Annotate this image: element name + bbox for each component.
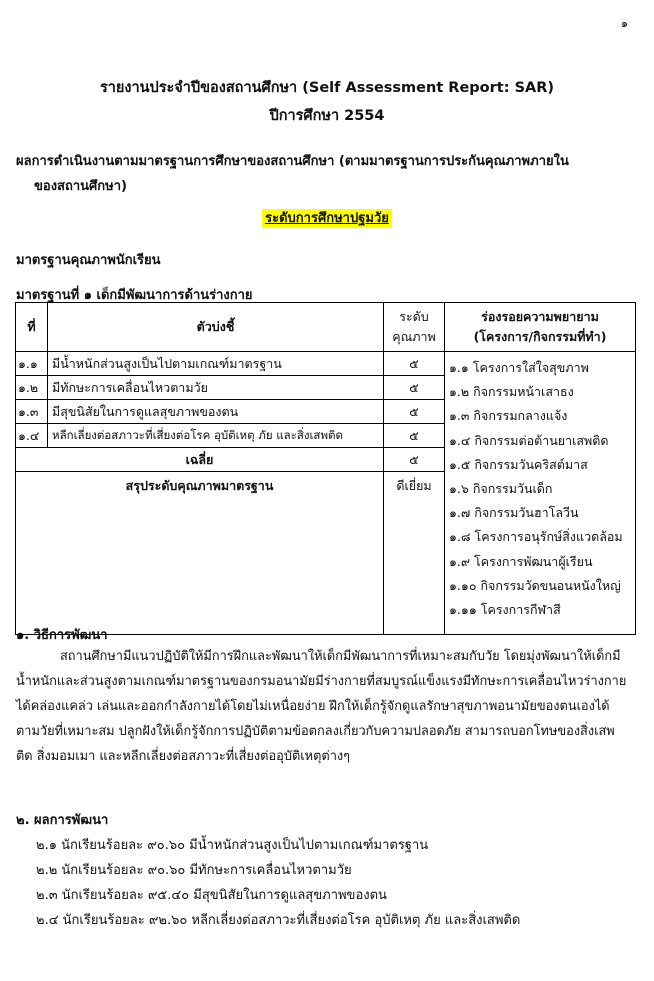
effort-item: ๑.๑ โครงการใส่ใจสุขภาพ [449, 360, 589, 375]
effort-item: ๑.๑๐ กิจกรรมวัดขนอนหนังใหญ่ [449, 577, 621, 593]
paragraph-line: สถานศึกษามีแนวปฏิบัติให้มีการฝึกและพัฒนาให้เด็กมีพัฒนาการที่เหมาะสมกับวัย โดยมุ่งพัฒนาให้เด็กมี [60, 649, 621, 664]
average-label: เฉลี่ย [16, 448, 384, 472]
row-no: ๑.๓ [16, 400, 48, 424]
effort-item: ๑.๗ กิจกรรมวันฮาโลวีน [449, 505, 579, 521]
row-no: ๑.๔ [16, 424, 48, 448]
header-no: ที่ [16, 303, 48, 352]
row-no: ๑.๑ [16, 352, 48, 376]
header-level-line-1: ระดับ [399, 309, 429, 324]
paragraph-line: ติด สิ่งมอมเมา และหลีกเลี่ยงต่อสภาวะที่เสี่ยงต่ออุบัติเหตุต่างๆ [16, 749, 351, 764]
page-number: ๑ [621, 17, 628, 30]
row-level: ๕ [384, 400, 445, 424]
report-title: รายงานประจำปีของสถานศึกษา (Self Assessment Report: SAR) [99, 80, 555, 96]
standard-1-heading: มาตรฐานที่ ๑ เด็กมีพัฒนาการด้านร่างกาย [16, 288, 253, 303]
intro-text [16, 149, 616, 199]
row-level: ๕ [384, 352, 445, 376]
intro-line-2: ของสถานศึกษา) [34, 179, 127, 194]
effort-item: ๑.๘ โครงการอนุรักษ์สิ่งแวดล้อม [449, 529, 623, 545]
effort-item: ๑.๓ กิจกรรมกลางแจ้ง [449, 408, 568, 424]
row-level: ๕ [384, 424, 445, 448]
education-level-label: ระดับการศึกษาปฐมวัย [262, 209, 392, 228]
header-effort [445, 303, 636, 352]
summary-value: ดีเยี่ยม [384, 472, 445, 635]
section-2-title: ๒. ผลการพัฒนา [16, 813, 109, 828]
paragraph-line: น้ำหนักและส่วนสูงตามเกณฑ์มาตรฐานของกรมอนามัยมีร่างกายที่สมบูรณ์แข็งแรงมีทักษะการเคลื่อนไหวร่างกาย [16, 674, 627, 689]
effort-item: ๑.๒ กิจกรรมหน้าเสาธง [449, 384, 574, 400]
header-level [384, 303, 445, 352]
section-2-list [36, 833, 520, 933]
quality-standard-heading: มาตรฐานคุณภาพนักเรียน [16, 253, 161, 268]
efforts-cell [445, 352, 636, 635]
row-indicator: มีน้ำหนักส่วนสูงเป็นไปตามเกณฑ์มาตรฐาน [48, 352, 384, 376]
header-effort-line-1: ร่องรอยความพยายาม [481, 309, 599, 324]
effort-item: ๑.๔ กิจกรรมต่อต้านยาเสพติด [449, 432, 609, 448]
row-indicator: มีทักษะการเคลื่อนไหวตามวัย [48, 376, 384, 400]
effort-item: ๑.๕ กิจกรรมวันคริสต์มาส [449, 456, 588, 472]
academic-year: ปีการศึกษา 2554 [269, 108, 385, 124]
summary-label: สรุประดับคุณภาพมาตรฐาน [16, 472, 384, 635]
result-item: ๒.๔ นักเรียนร้อยละ ๙๒.๖๐ หลีกเลี่ยงต่อสภาวะที่เสี่ยงต่อโรค อุบัติเหตุ ภัย และสิ่งเสพติด [36, 913, 521, 928]
section-1-paragraph [16, 644, 636, 769]
intro-line-1: ผลการดำเนินงานตามมาตรฐานการศึกษาของสถานศึกษา (ตามมาตรฐานการประกันคุณภาพภายใน [16, 154, 569, 169]
effort-item: ๑.๖ กิจกรรมวันเด็ก [449, 480, 553, 496]
row-no: ๑.๒ [16, 376, 48, 400]
effort-item: ๑.๙ โครงการพัฒนาผู้เรียน [449, 553, 593, 569]
average-value: ๕ [384, 448, 445, 472]
row-indicator: หลีกเลี่ยงต่อสภาวะที่เสี่ยงต่อโรค อุบัติเหตุ ภัย และสิ่งเสพติด [48, 424, 384, 448]
result-item: ๒.๒ นักเรียนร้อยละ ๙๐.๖๐ มีทักษะการเคลื่อนไหวตามวัย [36, 863, 352, 878]
header-effort-line-2: (โครงการ/กิจกรรมที่ทำ) [473, 329, 607, 344]
row-level: ๕ [384, 376, 445, 400]
education-level [0, 207, 654, 228]
paragraph-line: ได้คล่องแคล่ว เล่นและออกกำลังกายได้โดยไม่เหนื่อยง่าย ฝึกให้เด็กรู้จักดูแลรักษาสุขภาพอนามัยของตนเองได้ [16, 699, 610, 714]
row-indicator: มีสุขนิสัยในการดูแลสุขภาพของตน [48, 400, 384, 424]
table-header-row [16, 303, 636, 352]
table-row [16, 352, 636, 376]
section-1-title: ๑. วิธีการพัฒนา [16, 628, 108, 643]
standard-table [15, 302, 636, 635]
header-indicator: ตัวบ่งชี้ [48, 303, 384, 352]
result-item: ๒.๑ นักเรียนร้อยละ ๙๐.๖๐ มีน้ำหนักส่วนสูงเป็นไปตามเกณฑ์มาตรฐาน [36, 838, 429, 853]
header-level-line-2: คุณภาพ [392, 329, 436, 344]
paragraph-line: ตามวัยที่เหมาะสม ปลูกฝังให้เด็กรู้จักการปฏิบัติตามข้อตกลงเกี่ยวกับความปลอดภัย สามารถบอกโทษของสิ่งเสพ [16, 724, 615, 739]
result-item: ๒.๓ นักเรียนร้อยละ ๙๕.๔๐ มีสุขนิสัยในการดูแลสุขภาพของตน [36, 888, 387, 903]
effort-item: ๑.๑๑ โครงการกีฬาสี [449, 601, 561, 617]
